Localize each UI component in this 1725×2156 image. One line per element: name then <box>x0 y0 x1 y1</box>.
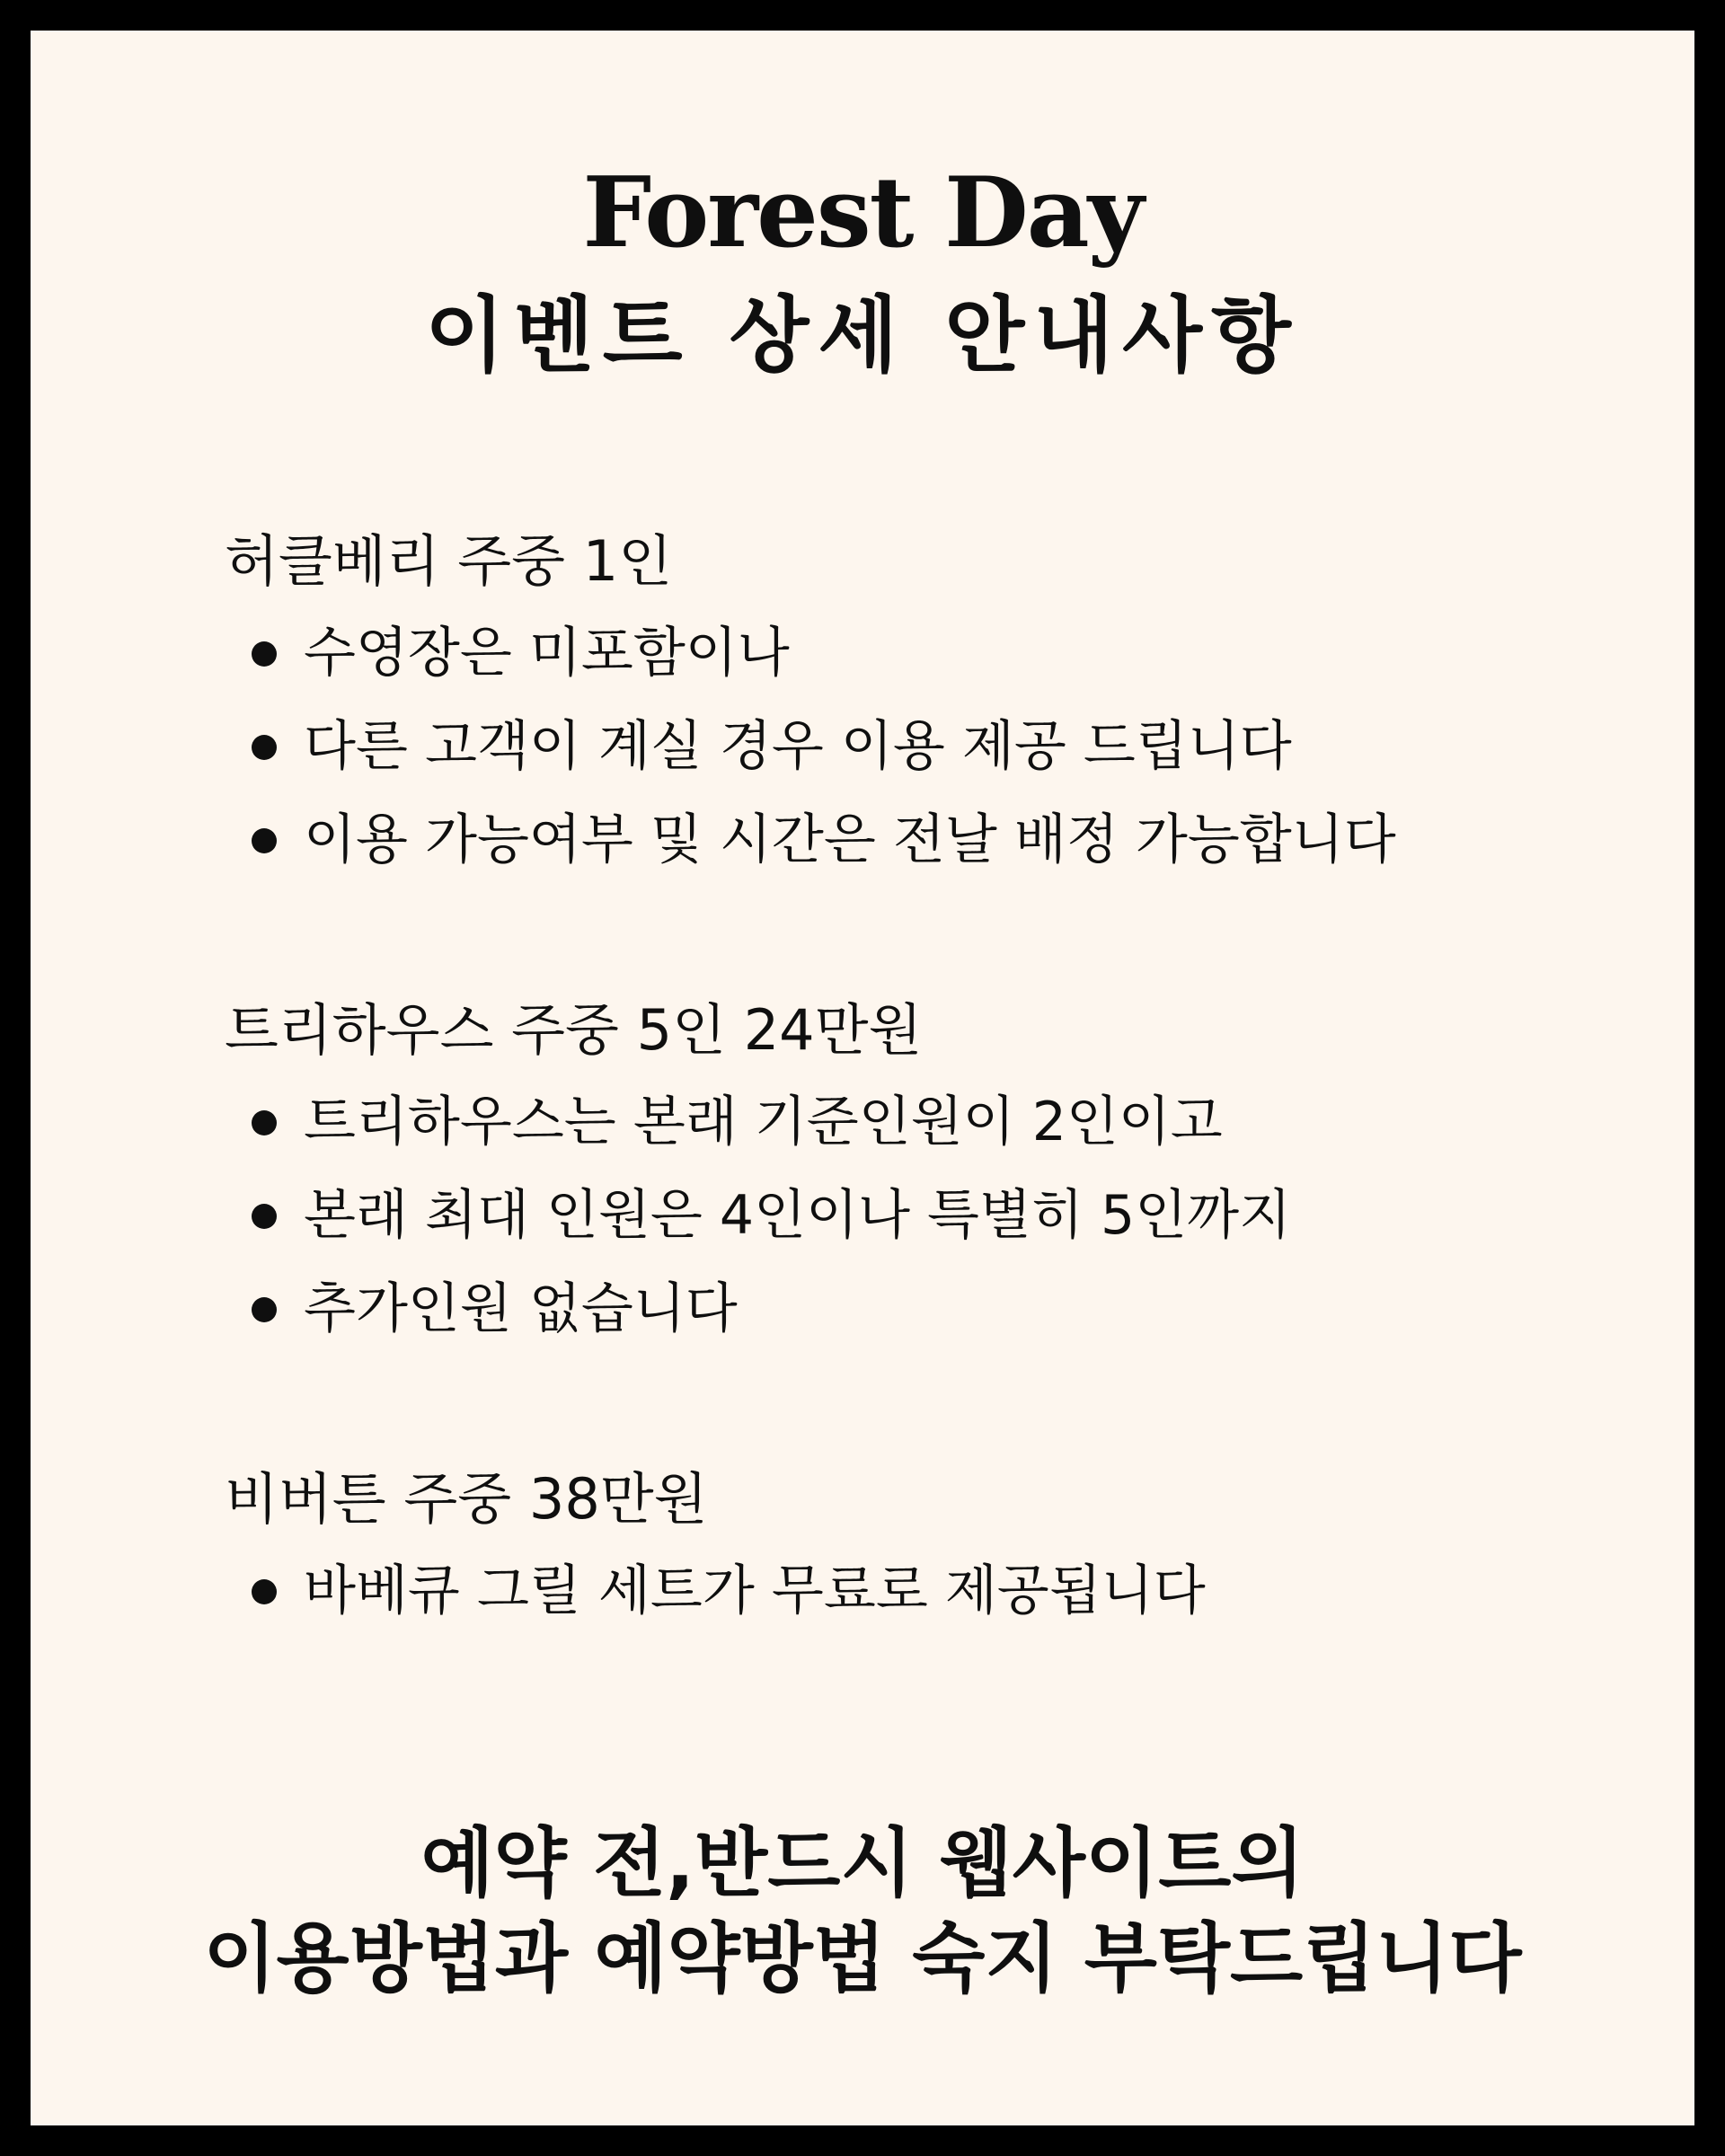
section-beaverton <box>225 1459 1626 1644</box>
list-item <box>225 800 1626 893</box>
notice-line-1: 예약 전,반드시 웹사이트의 <box>420 1819 1305 1907</box>
list-item-text: 본래 최대 인원은 4인이나 특별히 5인까지 <box>304 1184 1292 1247</box>
bullet-list <box>225 1082 1626 1362</box>
bullet-icon <box>252 1579 277 1604</box>
section-huckleberry <box>225 521 1626 893</box>
list-item-text: 트리하우스는 본래 기준인원이 2인이고 <box>304 1091 1223 1153</box>
list-item-text: 수영장은 미포함이나 <box>304 622 790 685</box>
list-item-text: 다른 고객이 계실 경우 이용 제공 드립니다 <box>304 715 1292 778</box>
bullet-icon <box>252 641 277 667</box>
bullet-icon <box>252 1110 277 1135</box>
section-treehouse <box>225 990 1626 1362</box>
section-title: 허클베리 주중 1인 <box>225 528 673 594</box>
bullet-list <box>225 613 1626 893</box>
bullet-icon <box>252 828 277 853</box>
list-item <box>225 1551 1626 1644</box>
section-title: 비버튼 주중 38만원 <box>225 1466 708 1532</box>
bullet-list <box>225 1551 1626 1644</box>
list-item-text: 바베큐 그릴 세트가 무료로 제공됩니다 <box>304 1560 1206 1622</box>
page-title: Forest Day <box>582 156 1143 270</box>
page-subtitle: 이벤트 상세 안내사항 <box>425 287 1300 384</box>
list-item <box>225 706 1626 800</box>
bullet-icon <box>252 735 277 760</box>
list-item-text: 이용 가능여부 및 시간은 전날 배정 가능합니다 <box>304 808 1396 871</box>
list-item <box>225 613 1626 706</box>
section-title: 트리하우스 주중 5인 24만원 <box>225 997 923 1063</box>
notice-line-2: 이용방법과 예약방법 숙지 부탁드립니다 <box>203 1914 1522 2002</box>
event-notice-card <box>31 31 1694 2125</box>
list-item <box>225 1175 1626 1268</box>
bullet-icon <box>252 1204 277 1229</box>
list-item <box>225 1268 1626 1362</box>
list-item <box>225 1082 1626 1175</box>
list-item-text: 추가인원 없습니다 <box>304 1277 738 1340</box>
bullet-icon <box>252 1297 277 1322</box>
